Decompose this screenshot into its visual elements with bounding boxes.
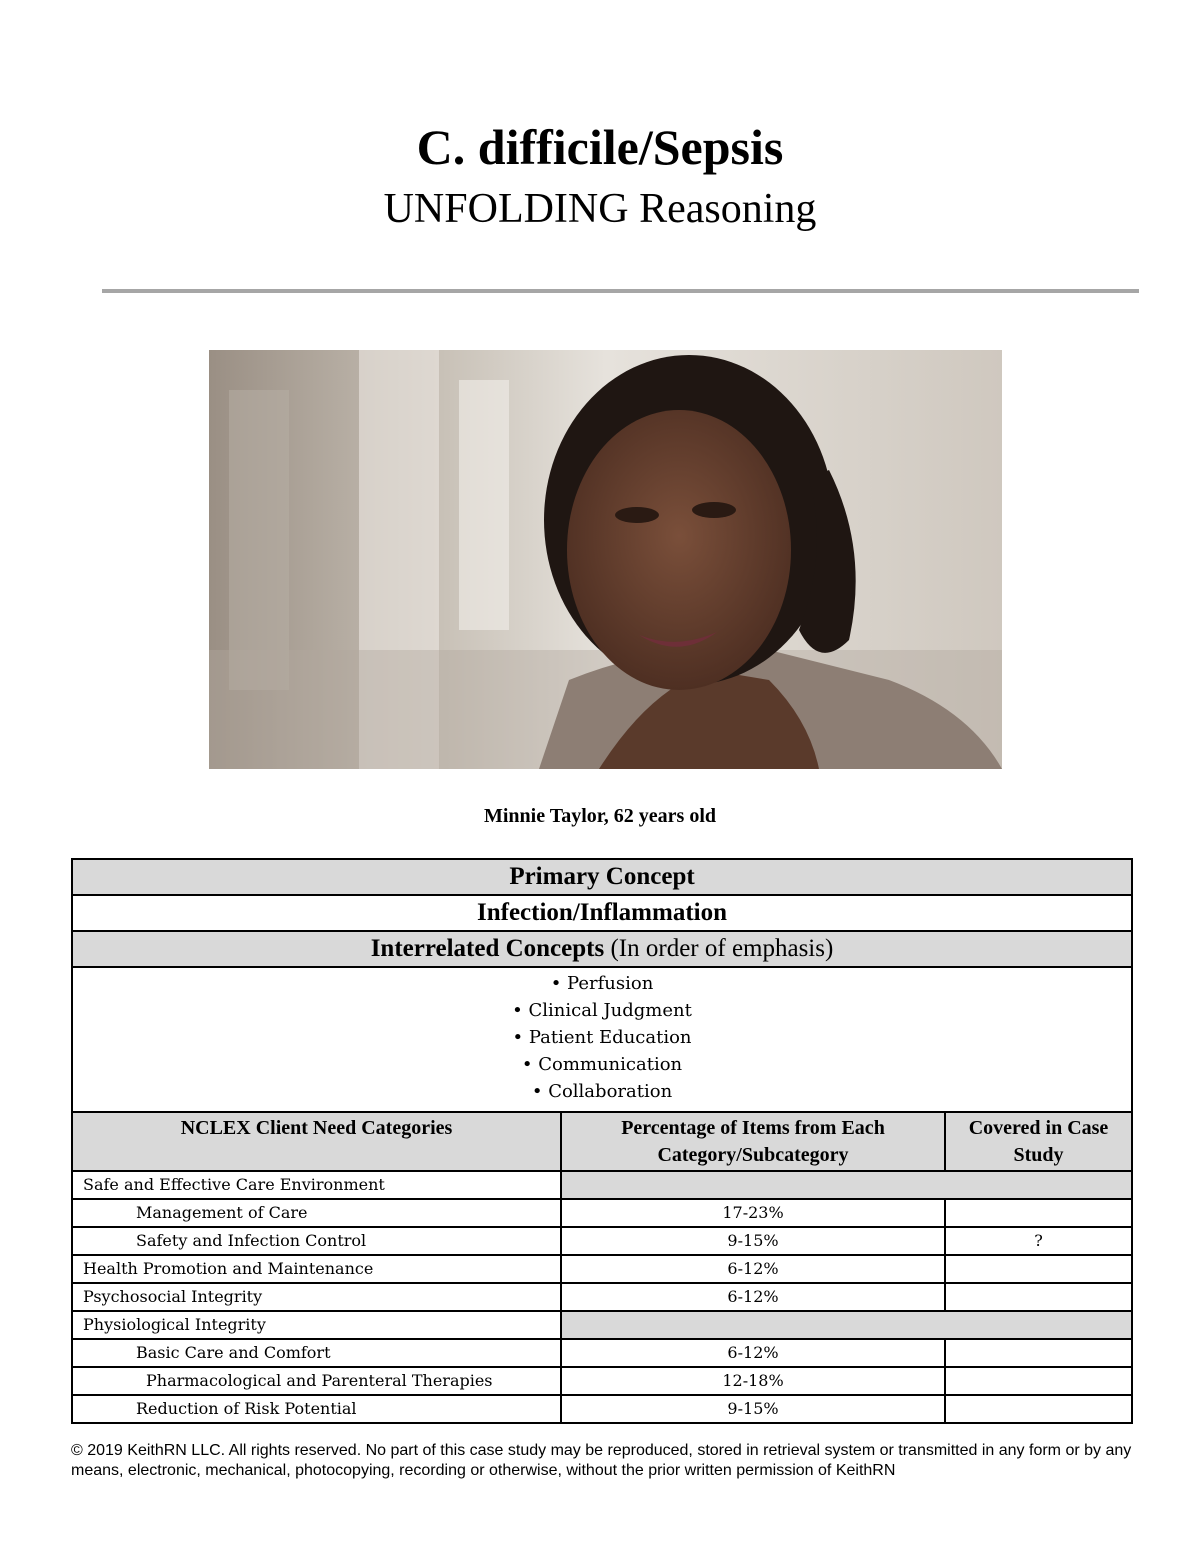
list-item: • Communication <box>512 1051 692 1078</box>
table-row <box>72 1171 1132 1199</box>
interrelated-title: Interrelated Concepts <box>370 935 605 962</box>
row-spacer <box>561 1311 1132 1339</box>
column-header-percentage: Percentage of Items from Each Category/Subcategory <box>561 1112 945 1171</box>
row-percentage: 6-12% <box>561 1339 945 1367</box>
row-covered[interactable] <box>945 1283 1132 1311</box>
row-label: Physiological Integrity <box>72 1311 561 1339</box>
concept-table <box>71 858 1133 1424</box>
patient-caption: Minnie Taylor, 62 years old <box>483 805 717 827</box>
primary-concept-header: Primary Concept <box>72 859 1132 895</box>
primary-concept: Infection/Inflammation <box>72 895 1132 931</box>
table-row <box>72 1395 1132 1423</box>
table-row <box>72 1283 1132 1311</box>
column-header-category: NCLEX Client Need Categories <box>72 1112 561 1171</box>
row-label: Pharmacological and Parenteral Therapies <box>72 1367 561 1395</box>
row-label: Psychosocial Integrity <box>72 1283 561 1311</box>
copyright-footer: © 2019 KeithRN LLC. All rights reserved. No part of this case study may be reproduced, stored in retrieval system or transmitted in any form or by any means, electronic, mechanical, photocopying, recording or otherwise, without the prior written permission of KeithRN <box>71 1442 1132 1479</box>
page-subtitle: UNFOLDING Reasoning <box>383 186 817 232</box>
row-percentage: 6-12% <box>561 1255 945 1283</box>
table-row <box>72 1255 1132 1283</box>
row-label: Health Promotion and Maintenance <box>72 1255 561 1283</box>
row-covered[interactable] <box>945 1367 1132 1395</box>
patient-portrait-photo <box>209 350 1002 769</box>
row-label: Management of Care <box>72 1199 561 1227</box>
table-row <box>72 1311 1132 1339</box>
row-percentage: 17-23% <box>561 1199 945 1227</box>
row-label: Reduction of Risk Potential <box>72 1395 561 1423</box>
row-percentage: 9-15% <box>561 1395 945 1423</box>
table-row <box>72 1339 1132 1367</box>
row-spacer <box>561 1171 1132 1199</box>
row-percentage: 12-18% <box>561 1367 945 1395</box>
table-row <box>72 1367 1132 1395</box>
row-covered[interactable]: ? <box>945 1227 1132 1255</box>
list-item: • Patient Education <box>512 1024 692 1051</box>
interrelated-header <box>72 931 1132 967</box>
page-title: C. difficile/Sepsis <box>416 119 784 175</box>
row-covered[interactable] <box>945 1395 1132 1423</box>
row-covered[interactable] <box>945 1339 1132 1367</box>
column-header-covered: Covered in Case Study <box>945 1112 1132 1171</box>
list-item: • Perfusion <box>512 970 692 997</box>
list-item: • Collaboration <box>512 1078 692 1105</box>
interrelated-list <box>72 967 1132 1112</box>
table-row <box>72 1199 1132 1227</box>
interrelated-note: (In order of emphasis) <box>610 935 834 962</box>
table-row <box>72 1227 1132 1255</box>
divider <box>102 289 1139 293</box>
row-label: Safe and Effective Care Environment <box>72 1171 561 1199</box>
row-percentage: 9-15% <box>561 1227 945 1255</box>
row-covered[interactable] <box>945 1199 1132 1227</box>
row-label: Basic Care and Comfort <box>72 1339 561 1367</box>
row-label: Safety and Infection Control <box>72 1227 561 1255</box>
row-percentage: 6-12% <box>561 1283 945 1311</box>
row-covered[interactable] <box>945 1255 1132 1283</box>
list-item: • Clinical Judgment <box>512 997 692 1024</box>
